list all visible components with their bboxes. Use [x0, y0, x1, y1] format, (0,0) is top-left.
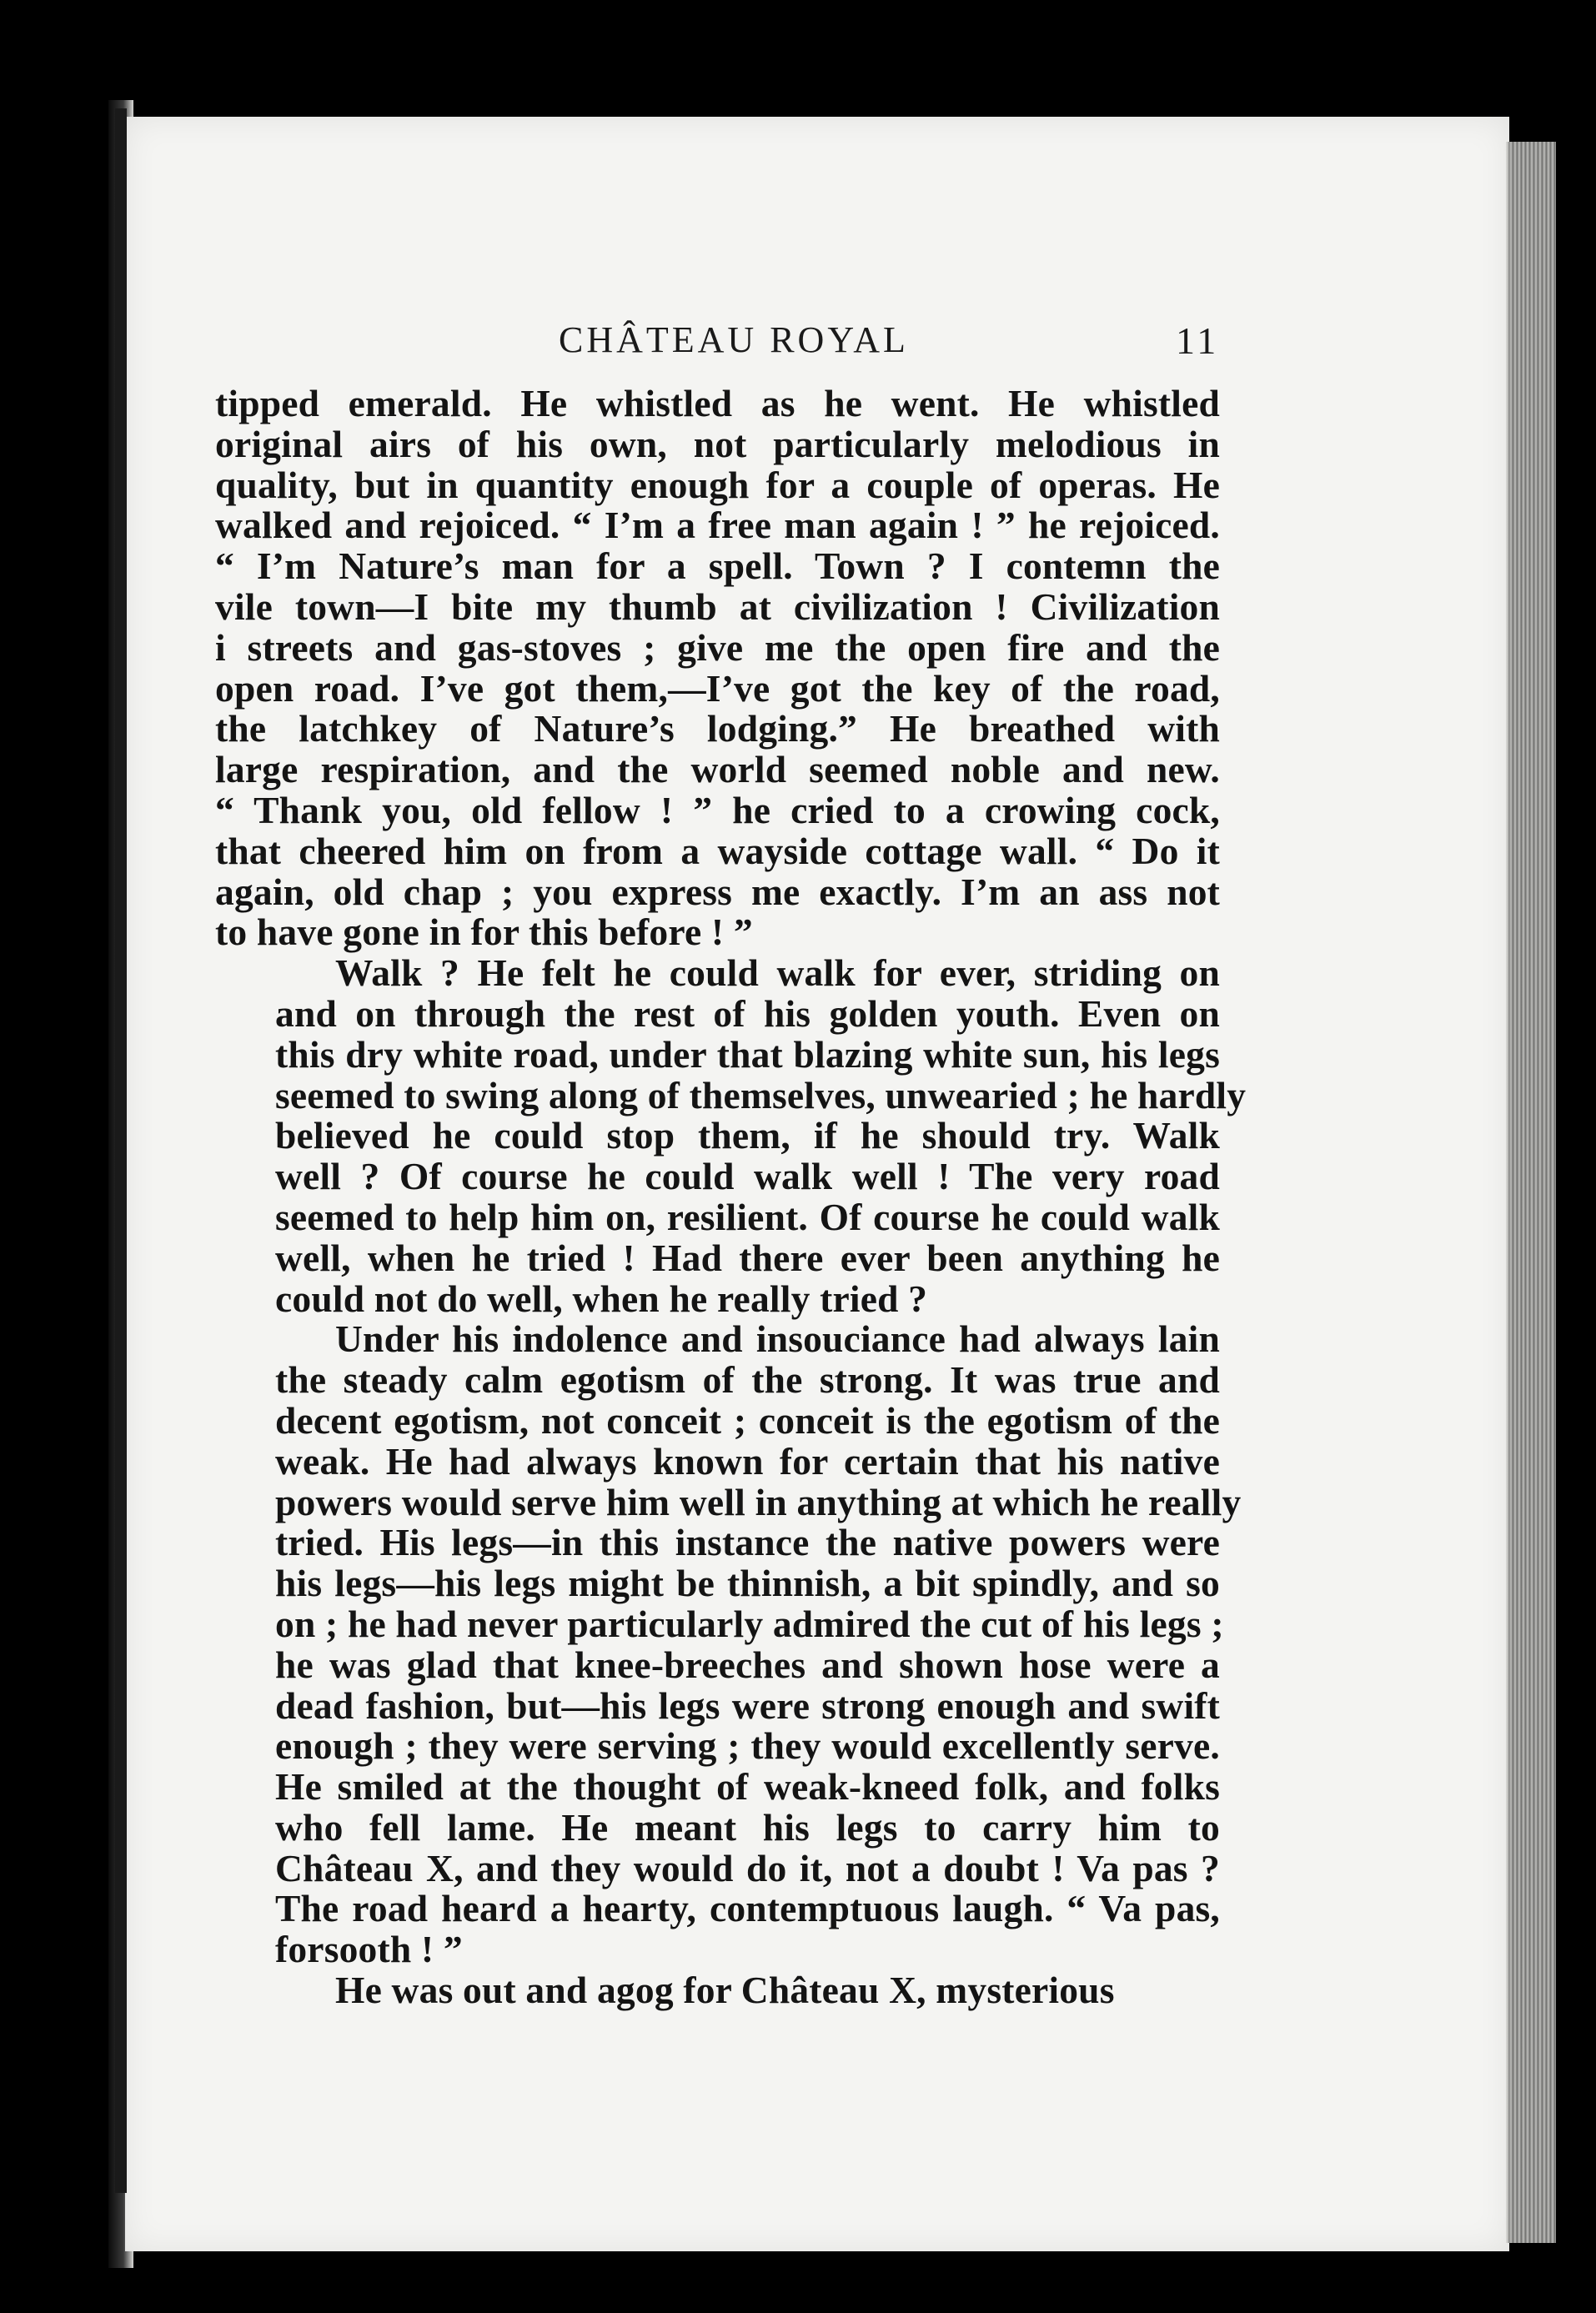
text-line: could not do well, when he really tried ? — [275, 1277, 928, 1320]
text-line: dead fashion, but—his legs were strong enough and swift — [275, 1683, 1220, 1727]
text-line: well, when he tried ! Had there ever been anything he — [275, 1236, 1220, 1279]
text-line: he was glad that knee-breeches and shown hose were a — [275, 1643, 1220, 1686]
text-line: Château X, and they would do it, not a doubt ! Va pas ? — [275, 1846, 1220, 1889]
paragraph — [215, 951, 1247, 1320]
text-line: the latchkey of Nature’s lodging.” He breathed with — [215, 707, 1220, 750]
running-head-title: CHÂTEAU ROYAL — [559, 319, 909, 360]
text-line: Under his indolence and insouciance had always lain — [335, 1317, 1220, 1361]
text-line: on ; he had never particularly admired the cut of his legs ; — [275, 1602, 1224, 1645]
text-line: enough ; they were serving ; they would excellently serve. — [275, 1724, 1220, 1768]
text-line: the steady calm egotism of the strong. It was true and — [275, 1358, 1220, 1402]
text-line: seemed to swing along of themselves, unwearied ; he hardly — [275, 1073, 1247, 1116]
text-line: open road. I’ve got them,—I’ve got the key of the road, — [215, 666, 1220, 710]
body-text — [215, 382, 1247, 2012]
text-line: tipped emerald. He whistled as he went. He whistled — [215, 382, 1220, 424]
text-line: this dry white road, under that blazing white sun, his legs — [275, 1032, 1220, 1076]
text-line: powers would serve him well in anything at which he really — [275, 1480, 1242, 1523]
text-line: well ? Of course he could walk well ! The very road — [275, 1155, 1220, 1198]
text-line: to have gone in for this before ! ” — [215, 911, 753, 954]
text-line: vile town—I bite my thumb at civilization ! Civilization — [215, 585, 1220, 628]
text-line: again, old chap ; you express me exactly. I’m an ass not — [215, 870, 1220, 913]
text-line: quality, but in quantity enough for a couple of operas. He — [215, 463, 1220, 506]
text-line: his legs—his legs might be thinnish, a bit spindly, and so — [275, 1562, 1220, 1605]
text-line: “ I’m Nature’s man for a spell. Town ? I contemn the — [215, 544, 1220, 588]
page-edges — [1506, 142, 1556, 2243]
text-line: decent egotism, not conceit ; conceit is the egotism of the — [275, 1398, 1220, 1442]
paragraph — [215, 1970, 1220, 2011]
text-line: original airs of his own, not particularly melodious in — [215, 422, 1220, 465]
spine-shadow — [115, 108, 127, 2193]
text-line: “ Thank you, old fellow ! ” he cried to a crowing cock, — [215, 788, 1220, 831]
text-line: weak. He had always known for certain that his native — [275, 1439, 1220, 1483]
text-line: forsooth ! ” — [275, 1928, 463, 1971]
text-line: walked and rejoiced. “ I’m a free man again ! ” he rejoiced. — [215, 504, 1220, 547]
paragraph — [215, 384, 1220, 953]
text-line: seemed to help him on, resilient. Of course he could walk — [275, 1195, 1220, 1238]
text-line: i streets and gas-stoves ; give me the open fire and the — [215, 625, 1220, 669]
text-line: that cheered him on from a wayside cottage wall. “ Do it — [215, 829, 1220, 872]
paragraph — [215, 1317, 1242, 1971]
text-line: and on through the rest of his golden youth. Even on — [275, 991, 1220, 1035]
text-line: Walk ? He felt he could walk for ever, striding on — [335, 951, 1220, 995]
page-number: 11 — [1176, 319, 1220, 362]
text-line: believed he could stop them, if he should try. Walk — [275, 1114, 1220, 1157]
text-line: who fell lame. He meant his legs to carry him to — [275, 1805, 1220, 1849]
text-line: He was out and agog for Château X, mysterious — [335, 1969, 1115, 2012]
text-line: tried. His legs—in this instance the native powers were — [275, 1521, 1220, 1564]
text-line: large respiration, and the world seemed noble and new. — [215, 748, 1220, 791]
text-line: The road heard a hearty, contemptuous laugh. “ Va pas, — [275, 1887, 1220, 1930]
text-line: He smiled at the thought of weak-kneed folk, and folks — [275, 1765, 1220, 1809]
